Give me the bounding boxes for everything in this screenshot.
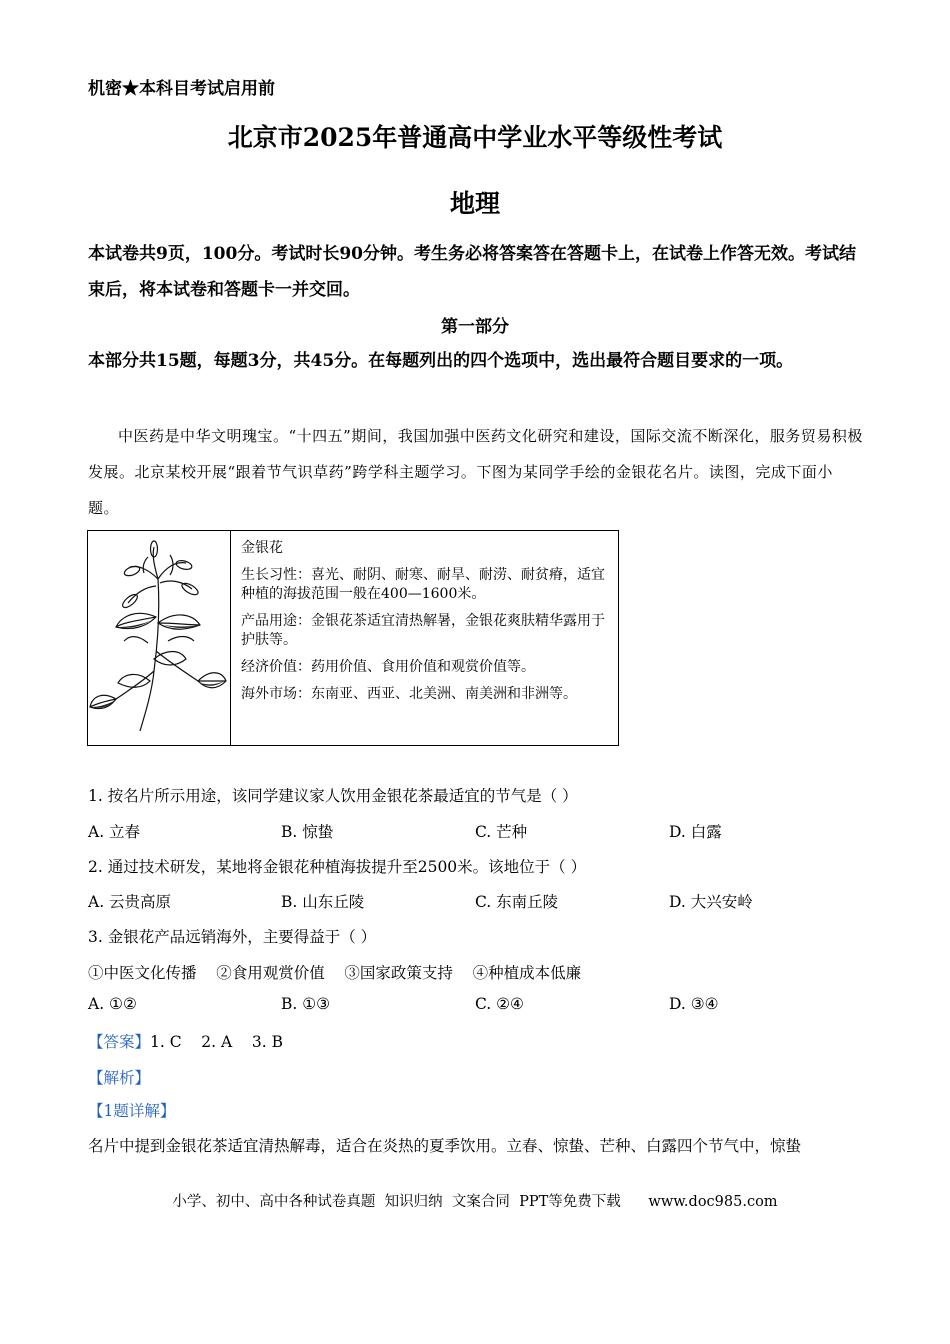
q3-option-b: B. ①③ [281, 995, 331, 1013]
card-economic: 经济价值：药用价值、食用价值和观赏价值等。 [241, 659, 535, 675]
reading-passage: 中医药是中华文明瑰宝。“十四五”期间，我国加强中医药文化研究和建设，国际交流不断深化，服务贸易积极发展。北京某校开展“跟着节气识草药”跨学科主题学习。下图为某同学手绘的金银花名片。读图，完成下面小题。 [88, 427, 863, 517]
honeysuckle-info [231, 531, 618, 745]
q1-option-b: B. 惊蛰 [281, 823, 334, 841]
honeysuckle-illustration [88, 531, 231, 745]
q2-option-a: A. 云贵高原 [88, 893, 172, 911]
question-3-stem: 3. 金银花产品远销海外，主要得益于（ ） [88, 928, 377, 946]
exam-notice: 本试卷共9页，100分。考试时长90分钟。考生务必将答案答在答题卡上，在试卷上作答无效。考试结束后，将本试卷和答题卡一并交回。 [88, 244, 856, 300]
q2-option-b: B. 山东丘陵 [281, 893, 365, 911]
q1-option-a: A. 立春 [88, 823, 141, 841]
part-title: 第一部分 [441, 317, 509, 337]
answer-text: 1. C 2. A 3. B [150, 1033, 284, 1051]
confidential-label: 机密★本科目考试启用前 [88, 79, 275, 99]
card-usage: 产品用途：金银花茶适宜清热解暑，金银花爽肤精华露用于护肤等。 [241, 613, 605, 648]
card-name: 金银花 [241, 540, 283, 556]
answer-label: 【答案】 [88, 1033, 151, 1051]
q2-option-c: C. 东南丘陵 [475, 893, 559, 911]
subject-title: 地理 [449, 189, 500, 218]
part-description: 本部分共15题，每题3分，共45分。在每题列出的四个选项中，选出最符合题目要求的一项。 [88, 351, 794, 371]
question-1-stem: 1. 按名片所示用途，该同学建议家人饮用金银花茶最适宜的节气是（ ） [88, 787, 578, 805]
q1-option-d: D. 白露 [669, 823, 722, 841]
footer-text: 小学、初中、高中各种试卷真题 知识归纳 文案合同 PPT等免费下载 www.doc985.com [172, 1194, 778, 1210]
q3-option-a: A. ①② [88, 995, 137, 1013]
exam-title: 北京市2025年普通高中学业水平等级性考试 [227, 123, 723, 152]
q1-option-c: C. 芒种 [475, 823, 528, 841]
question-2-stem: 2. 通过技术研发，某地将金银花种植海拔提升至2500米。该地位于（ ） [88, 858, 587, 876]
card-market: 海外市场：东南亚、西亚、北美洲、南美洲和非洲等。 [241, 686, 577, 702]
honeysuckle-card [87, 530, 619, 746]
q3-option-c: C. ②④ [475, 995, 524, 1013]
card-growth: 生长习性：喜光、耐阴、耐寒、耐旱、耐涝、耐贫瘠，适宜种植的海拔范围一般在400—1600米。 [241, 567, 605, 602]
question-3-statements: ①中医文化传播 ②食用观赏价值 ③国家政策支持 ④种植成本低廉 [88, 964, 582, 982]
analysis-label: 【解析】 [88, 1069, 151, 1087]
q3-option-d: D. ③④ [669, 995, 719, 1013]
answer-line [88, 1030, 283, 1052]
detail-text: 名片中提到金银花茶适宜清热解毒，适合在炎热的夏季饮用。立春、惊蛰、芒种、白露四个节气中，惊蛰 [88, 1137, 802, 1155]
honeysuckle-drawing-icon [88, 531, 230, 745]
q2-option-d: D. 大兴安岭 [669, 893, 753, 911]
detail-label: 【1题详解】 [88, 1102, 176, 1120]
